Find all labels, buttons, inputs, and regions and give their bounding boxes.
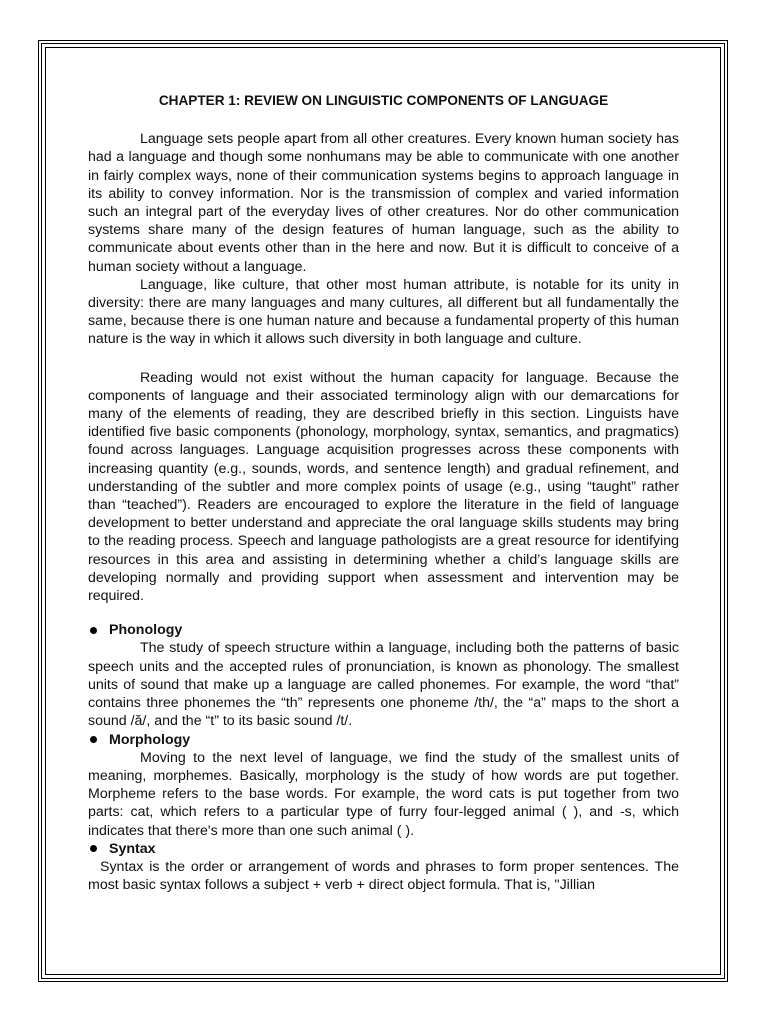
section-heading-label: Morphology <box>109 731 191 748</box>
paragraph-intro: Language sets people apart from all other creatures. Every known human society has had a language and though some nonhumans may be able to communicate with one another in fairly complex ways, none of their communication systems begins to approach language in its ability to convey information. Nor is the transmission of complex and varied information such an integral part of the everyday lives of other creatures. Nor do other communication systems share many of the design features of human language, such as the ability to communicate about events other than in the here and now. But it is difficult to conceive of a human society without a language. <box>88 131 679 275</box>
document-body <box>88 92 679 894</box>
paragraph-gap <box>88 349 679 369</box>
section-heading-label: Syntax <box>109 840 156 857</box>
chapter-title: CHAPTER 1: REVIEW ON LINGUISTIC COMPONENTS OF LANGUAGE <box>158 93 609 108</box>
section-body-morphology: Moving to the next level of language, we find the study of the smallest units of meaning, morphemes. Basically, morphology is the study of how words are put together. Morpheme refers to the base words. For example, the word cats is put together from two parts: cat, which refers to a particular type of furry four-legged animal ( ), and -s, which indicates that there's more than one such animal ( ). <box>88 749 679 839</box>
section-body-syntax: Syntax is the order or arrangement of words and phrases to form proper sentences. The most basic syntax follows a subject + verb + direct object formula. That is, "Jillian <box>88 858 679 894</box>
section-heading-morphology <box>88 731 679 749</box>
paragraph-reading: Reading would not exist without the human capacity for language. Because the components of language and their associated terminology align with our demarcations for many of the elements of reading, they are described briefly in this section. Linguists have identified five basic components (phonology, morphology, syntax, semantics, and pragmatics) found across languages. Language acquisition progresses across these components with increasing quantity (e.g., sounds, words, and sentence length) and gradual refinement, and understanding of the subtler and more complex points of usage (e.g., using “taught” rather than “teached”). Readers are encouraged to explore the literature in the field of language development to better understand and appreciate the oral language skills students may bring to the reading process. Speech and language pathologists are a great resource for identifying resources in this area and assisting in determining whether a child’s language skills are developing normally and providing support when assessment and intervention may be required. <box>88 369 679 605</box>
section-heading-label: Phonology <box>109 622 183 639</box>
section-body-phonology: The study of speech structure within a language, including both the patterns of basic speech units and the accepted rules of pronunciation, is known as phonology. The smallest units of sound that make up a language are called phonemes. For example, the word “that” contains three phonemes the “th” represents one phoneme /th/, the “a” maps to the short a sound /ă/, and the “t” to its basic sound /t/. <box>88 640 679 730</box>
bullet-icon <box>90 627 97 634</box>
bullet-icon <box>90 736 97 743</box>
paragraph-culture: Language, like culture, that other most human attribute, is notable for its unity in diversity: there are many languages and many cultures, all different but all fundamentally the same, because there is one human nature and because a fundamental property of this human nature is the way in which it allows such diversity in both language and culture. <box>88 276 679 348</box>
section-heading-phonology <box>88 621 679 639</box>
bullet-icon <box>90 845 97 852</box>
section-heading-syntax <box>88 840 679 858</box>
